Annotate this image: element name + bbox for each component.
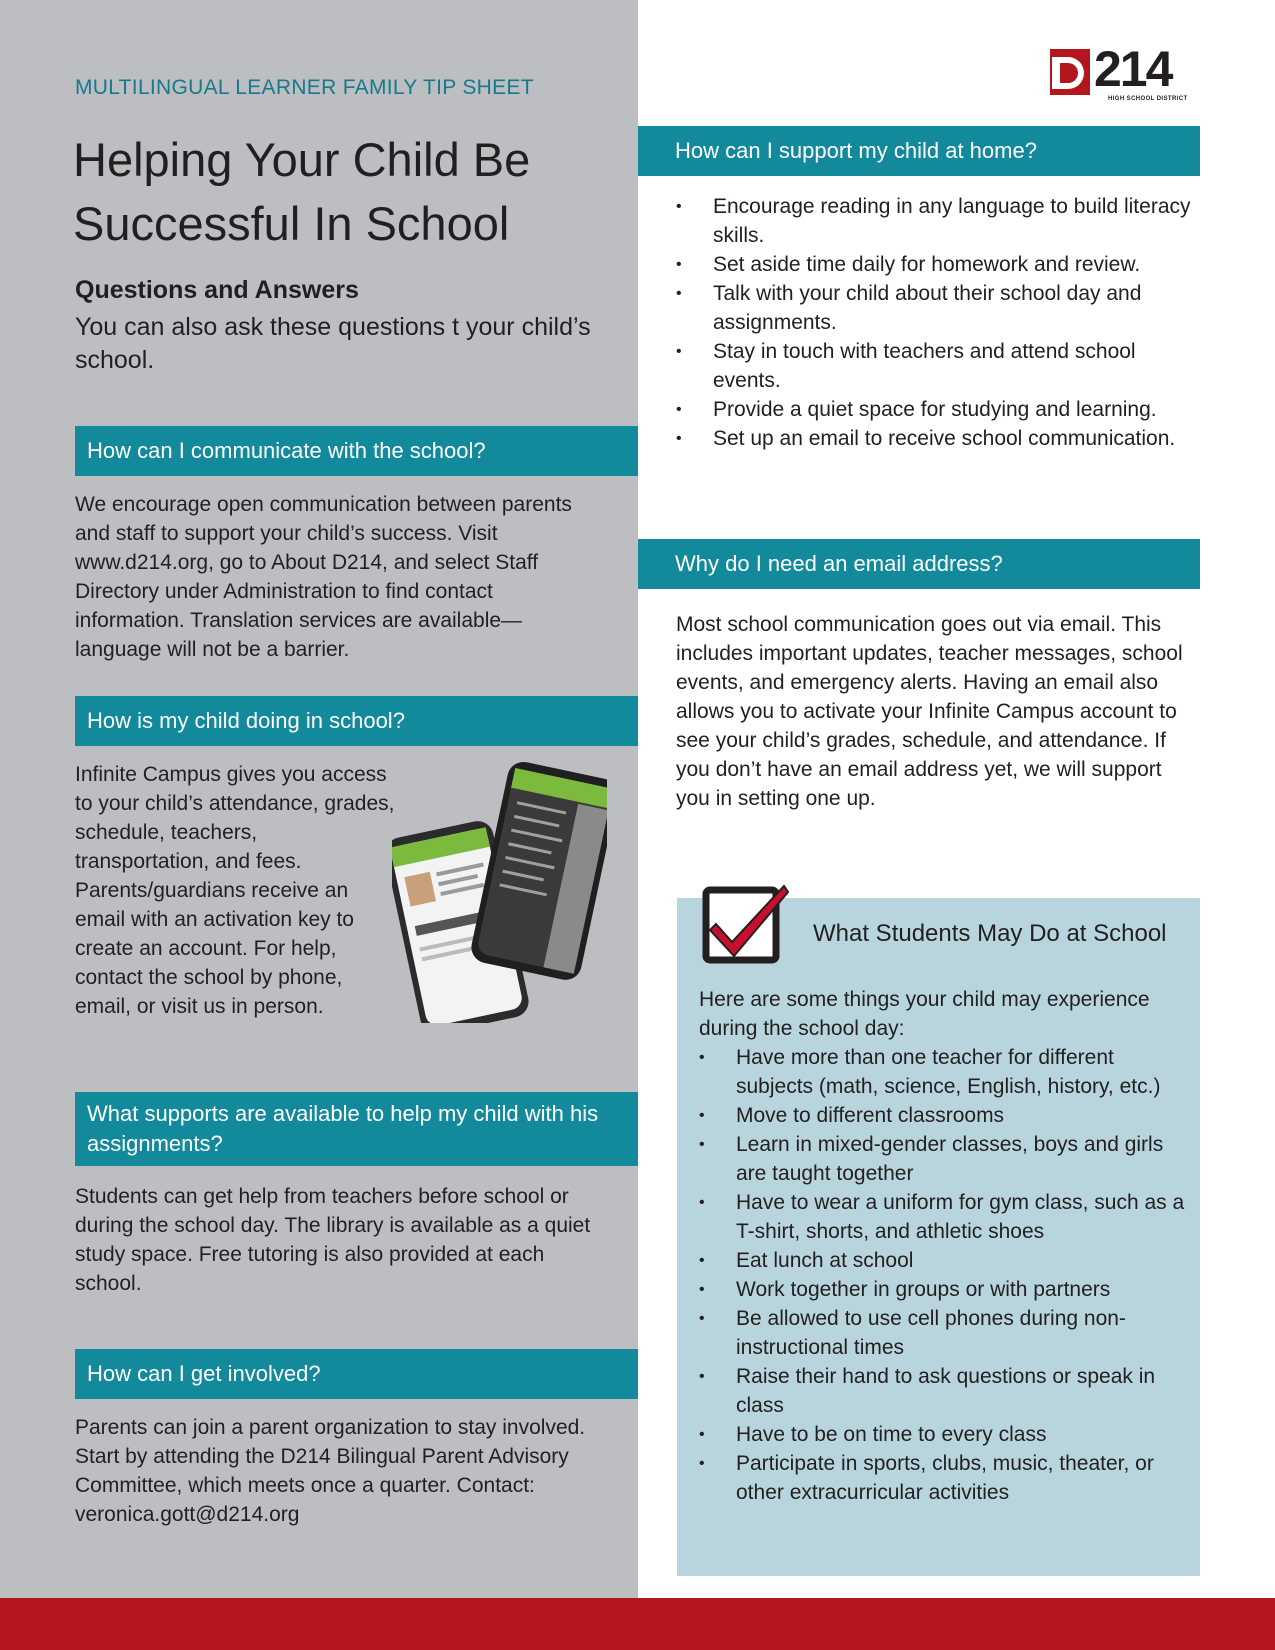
students-box-intro: Here are some things your child may experience during the school day:	[699, 988, 1150, 1040]
list-item: • Work together in groups or with partners	[699, 1275, 1189, 1304]
list-item: • Set up an email to receive school communication.	[676, 424, 1206, 453]
list-item: • Raise their hand to ask questions or speak in class	[699, 1362, 1189, 1420]
list-item: • Be allowed to use cell phones during non-instructional times	[699, 1304, 1189, 1362]
home-tips-list	[676, 192, 1206, 453]
footer-bar	[0, 1598, 1275, 1650]
communicate-body: We encourage open communication between parents and staff to support your child’s success. Visit www.d214.org, go to About D214, and select Staff Directory under Administration to find contact information. Translation services are available—language will not be a barrier.	[75, 493, 572, 661]
list-item: • Have to wear a uniform for gym class, such as a T-shirt, shorts, and athletic shoes	[699, 1188, 1189, 1246]
supports-body: Students can get help from teachers before school or during the school day. The library is available as a quiet study space. Free tutoring is also provided at each school.	[75, 1185, 591, 1295]
qa-heading: Questions and Answers	[75, 276, 359, 304]
home-heading: How can I support my child at home?	[638, 126, 1200, 176]
list-item: • Provide a quiet space for studying and learning.	[676, 395, 1206, 424]
email-body: Most school communication goes out via email. This includes important updates, teacher messages, school events, and emergency alerts. Having an email also allows you to activate your Infinite Campus account to see your child’s grades, schedule, and attendance. If you don’t have an email address yet, we will support you in setting one up.	[676, 613, 1183, 810]
list-item: • Learn in mixed-gender classes, boys and girls are taught together	[699, 1130, 1189, 1188]
communicate-heading: How can I communicate with the school?	[75, 426, 638, 476]
email-heading: Why do I need an email address?	[638, 539, 1200, 589]
list-item: • Set aside time daily for homework and review.	[676, 250, 1206, 279]
students-list	[699, 1043, 1189, 1507]
logo-d-mark-icon	[1050, 49, 1090, 95]
list-item: • Stay in touch with teachers and attend school events.	[676, 337, 1206, 395]
list-item: • Move to different classrooms	[699, 1101, 1189, 1130]
page-title: Helping Your Child Be Successful In School	[73, 133, 531, 250]
involved-body: Parents can join a parent organization to stay involved. Start by attending the D214 Bilingual Parent Advisory Committee, which meets once a quarter. Contact: veronica.gott@d214.org	[75, 1416, 586, 1526]
smartphones-app-illustration	[392, 758, 607, 1023]
logo-number: 214	[1094, 41, 1172, 97]
list-item: • Encourage reading in any language to build literacy skills.	[676, 192, 1206, 250]
checkbox-checkmark-icon	[702, 880, 790, 968]
involved-heading: How can I get involved?	[75, 1349, 638, 1399]
supports-heading: What supports are available to help my child with his assignments?	[75, 1092, 638, 1166]
logo-subtitle: HIGH SCHOOL DISTRICT	[1108, 96, 1188, 102]
qa-subtitle: You can also ask these questions t your child’s school.	[75, 313, 591, 374]
list-item: • Have more than one teacher for different subjects (math, science, English, history, etc.)	[699, 1043, 1189, 1101]
eyebrow-label: MULTILINGUAL LEARNER FAMILY TIP SHEET	[75, 76, 534, 99]
list-item: • Participate in sports, clubs, music, theater, or other extracurricular activities	[699, 1449, 1189, 1507]
list-item: • Talk with your child about their school day and assignments.	[676, 279, 1206, 337]
list-item: • Eat lunch at school	[699, 1246, 1189, 1275]
doing-body: Infinite Campus gives you access to your child’s attendance, grades, schedule, teachers, transportation, and fees. Parents/guardians receive an email with an activation key to create an account. For help, contact the school by phone, email, or visit us in person.	[75, 763, 395, 1018]
doing-heading: How is my child doing in school?	[75, 696, 638, 746]
list-item: • Have to be on time to every class	[699, 1420, 1189, 1449]
students-box-title: What Students May Do at School	[813, 920, 1167, 947]
district-logo	[1050, 41, 1200, 103]
